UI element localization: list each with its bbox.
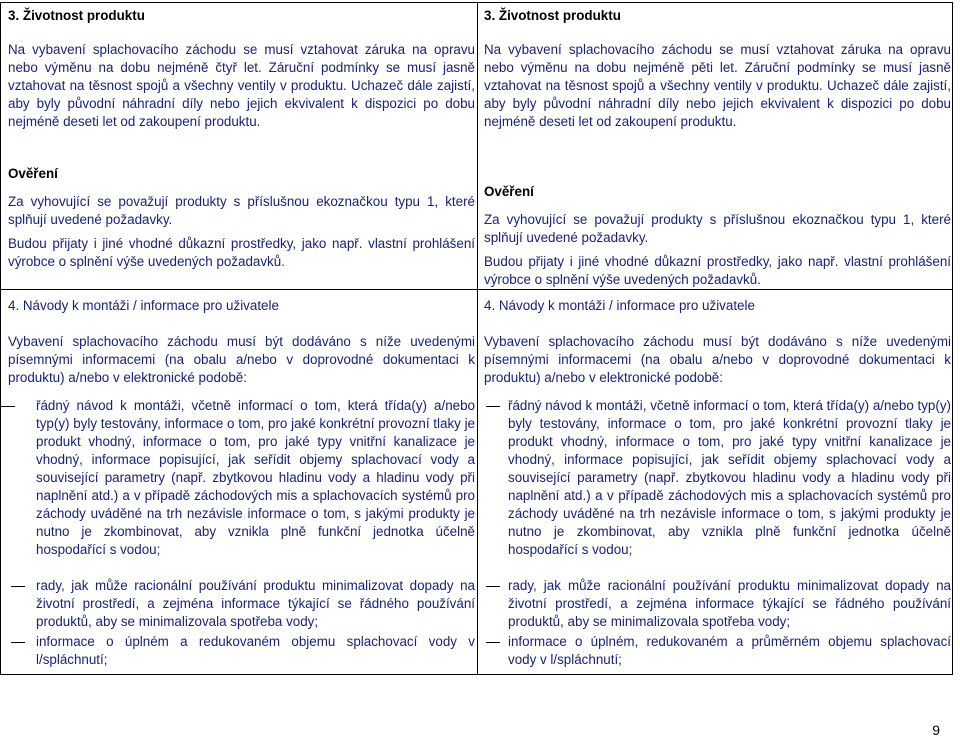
left-section3-text: Na vybavení splachovacího záchodu se musí vztahovat záruka na opravu nebo výměnu na dobu nejméně čtyř let. Záruční podmínky se musí jasně vztahovat na těsnost spojů a všechny ventily v produktu. Uchazeč dále zajistí, aby byly původní náhradní díly nebo jejich ekvivalent k dispozici po dobu nejméně deseti let od zakoupení produktu. <box>8 42 475 129</box>
right-section4-intro: Vybavení splachovacího záchodu musí být dodáváno s níže uvedenými písemnými informacemi (na obalu a/nebo v doprovodné dokumentaci k produktu) a/nebo v elektronické podobě: <box>484 334 951 385</box>
comparison-table <box>0 2 953 675</box>
right-verify-p1: Za vyhovující se považují produkty s příslušnou ekoznačkou typu 1, které splňují uvedené požadavky. <box>484 212 951 245</box>
page-number: 9 <box>932 722 940 738</box>
left-verify-p2: Budou přijaty i jiné vhodné důkazní prostředky, jako např. vlastní prohlášení výrobce o splnění výše uvedených požadavků. <box>8 236 475 269</box>
right-bullet-2: rady, jak může racionální používání produktu minimalizovat dopady na životní prostředí, a zejména informace týkající se řádného používání produktů, aby se minimalizovala spotřeba vody; <box>508 578 951 629</box>
left-verify-p1: Za vyhovující se považují produkty s příslušnou ekoznačkou typu 1, které splňují uvedené požadavky. <box>8 194 475 227</box>
left-section4-intro: Vybavení splachovacího záchodu musí být dodáváno s níže uvedenými písemnými informacemi (na obalu a/nebo v doprovodné dokumentaci k produktu) a/nebo v elektronické podobě: <box>8 334 475 385</box>
right-verify-title: Ověření <box>484 184 534 199</box>
dash-bullet-icon <box>486 586 500 587</box>
right-bullet-3: informace o úplném, redukovaném a průměrném objemu splachovací vody v l/spláchnutí; <box>508 634 951 667</box>
dash-bullet-icon <box>486 406 500 407</box>
right-verify-p2: Budou přijaty i jiné vhodné důkazní prostředky, jako např. vlastní prohlášení výrobce o splnění výše uvedených požadavků. <box>484 254 951 287</box>
right-section3-title: 3. Životnost produktu <box>484 8 621 23</box>
row-divider <box>1 289 952 290</box>
right-section3-text: Na vybavení splachovacího záchodu se musí vztahovat záruka na opravu nebo výměnu na dobu nejméně pěti let. Záruční podmínky se musí jasně vztahovat na těsnost spojů a všechny ventily v produktu. Uchazeč dále zajistí, aby byly původní náhradní díly nebo jejich ekvivalent k dispozici po dobu nejméně deseti let od zakoupení produktu. <box>484 42 951 129</box>
left-bullet-2: rady, jak může racionální používání produktu minimalizovat dopady na životní prostředí, a zejména informace týkající se řádného používání produktů, aby se minimalizovala spotřeba vody; <box>36 578 475 629</box>
right-bullet-1: řádný návod k montáži, včetně informací o tom, která třída(y) a/nebo typ(y) byly testovány, informace o tom, pro jaké konkrétní provozní tlaky je produkt vhodný, informace o tom, pro jaké typy vnitřní kanalizace je vhodný, informace popisující, jak seřídit objemy splachovací vody a související parametry (např. zbytkovou hladinu vody a hladinu vody při naplnění atd.) a v případě záchodových mis a splachovacích systémů pro záchody uváděné na trh nezávisle informace o tom, s jakými produkty je nutno je zkombinovat, aby vznikla plně funkční jednotka účelně hospodařící s vodou; <box>508 398 951 557</box>
left-section4-title: 4. Návody k montáži / informace pro uživatele <box>8 298 279 313</box>
dash-bullet-icon <box>11 586 25 587</box>
dash-bullet-icon <box>486 642 500 643</box>
dash-bullet-icon <box>1 406 15 407</box>
left-bullet-1: řádný návod k montáži, včetně informací o tom, která třída(y) a/nebo typ(y) byly testovány, informace o tom, pro jaké konkrétní provozní tlaky je produkt vhodný, informace o tom, pro jaké typy vnitřní kanalizace je vhodný, informace popisující, jak seřídit objemy splachovací vody a související parametry (např. zbytkovou hladinu vody a hladinu vody při naplnění atd.) a v případě záchodových mis a splachovacích systémů pro záchody uváděné na trh nezávisle informace o tom, s jakými produkty je nutno je zkombinovat, aby vznikla plně funkční jednotka účelně hospodařící s vodou; <box>36 398 475 557</box>
left-verify-title: Ověření <box>8 166 58 181</box>
right-section4-title: 4. Návody k montáži / informace pro uživatele <box>484 298 755 313</box>
left-section3-title: 3. Životnost produktu <box>8 8 145 23</box>
column-divider <box>477 3 478 674</box>
dash-bullet-icon <box>11 642 25 643</box>
left-bullet-3: informace o úplném a redukovaném objemu splachovací vody v l/spláchnutí; <box>36 634 475 667</box>
